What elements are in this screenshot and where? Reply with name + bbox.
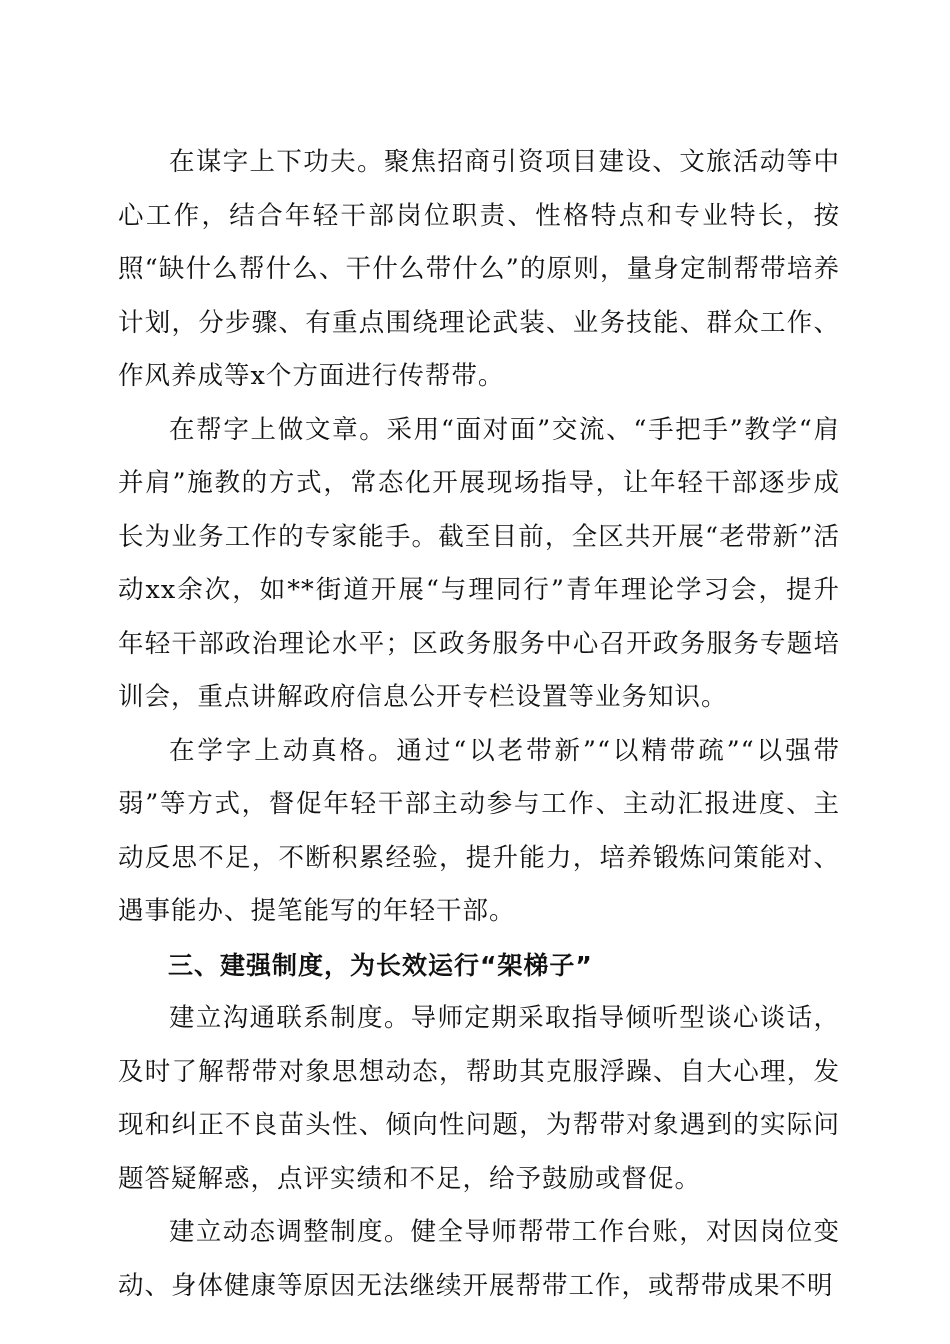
paragraph-adjustment-system: 建立动态调整制度。健全导师帮带工作台账，对因岗位变动、身体健康等原因无法继续开展帮带工作，或帮带成果不明: [118, 1217, 840, 1301]
document-body: [118, 136, 840, 1313]
paragraph-mou: 在谋字上下功夫。聚焦招商引资项目建设、文旅活动等中心工作，结合年轻干部岗位职责、性格特点和专业特长，按照“缺什么帮什么、干什么带什么”的原则，量身定制帮带培养计划，分步骤、有重点围绕理论武装、业务技能、群众工作、作风养成等x个方面进行传帮带。: [118, 147, 840, 391]
paragraph-bang: 在帮字上做文章。采用“面对面”交流、“手把手”教学“肩并肩”施教的方式，常态化开展现场指导，让年轻干部逐步成长为业务工作的专家能手。截至目前，全区共开展“老带新”活动xx余次，如**街道开展“与理同行”青年理论学习会，提升年轻干部政治理论水平；区政务服务中心召开政务服务专题培训会，重点讲解政府信息公开专栏设置等业务知识。: [118, 414, 840, 712]
paragraph-communication-system: 建立沟通联系制度。导师定期采取指导倾听型谈心谈话，及时了解帮带对象思想动态，帮助其克服浮躁、自大心理，发现和纠正不良苗头性、倾向性问题，为帮带对象遇到的实际问题答疑解惑，点评实绩和不足，给予鼓励或督促。: [118, 1003, 840, 1194]
section-heading: 三、建强制度，为长效运行“架梯子”: [168, 950, 593, 980]
paragraph-xue: 在学字上动真格。通过“以老带新”“以精带疏”“以强带弱”等方式，督促年轻干部主动参与工作、主动汇报进度、主动反思不足，不断积累经验，提升能力，培养锻炼问策能对、遇事能办、提笔能写的年轻干部。: [118, 735, 840, 926]
